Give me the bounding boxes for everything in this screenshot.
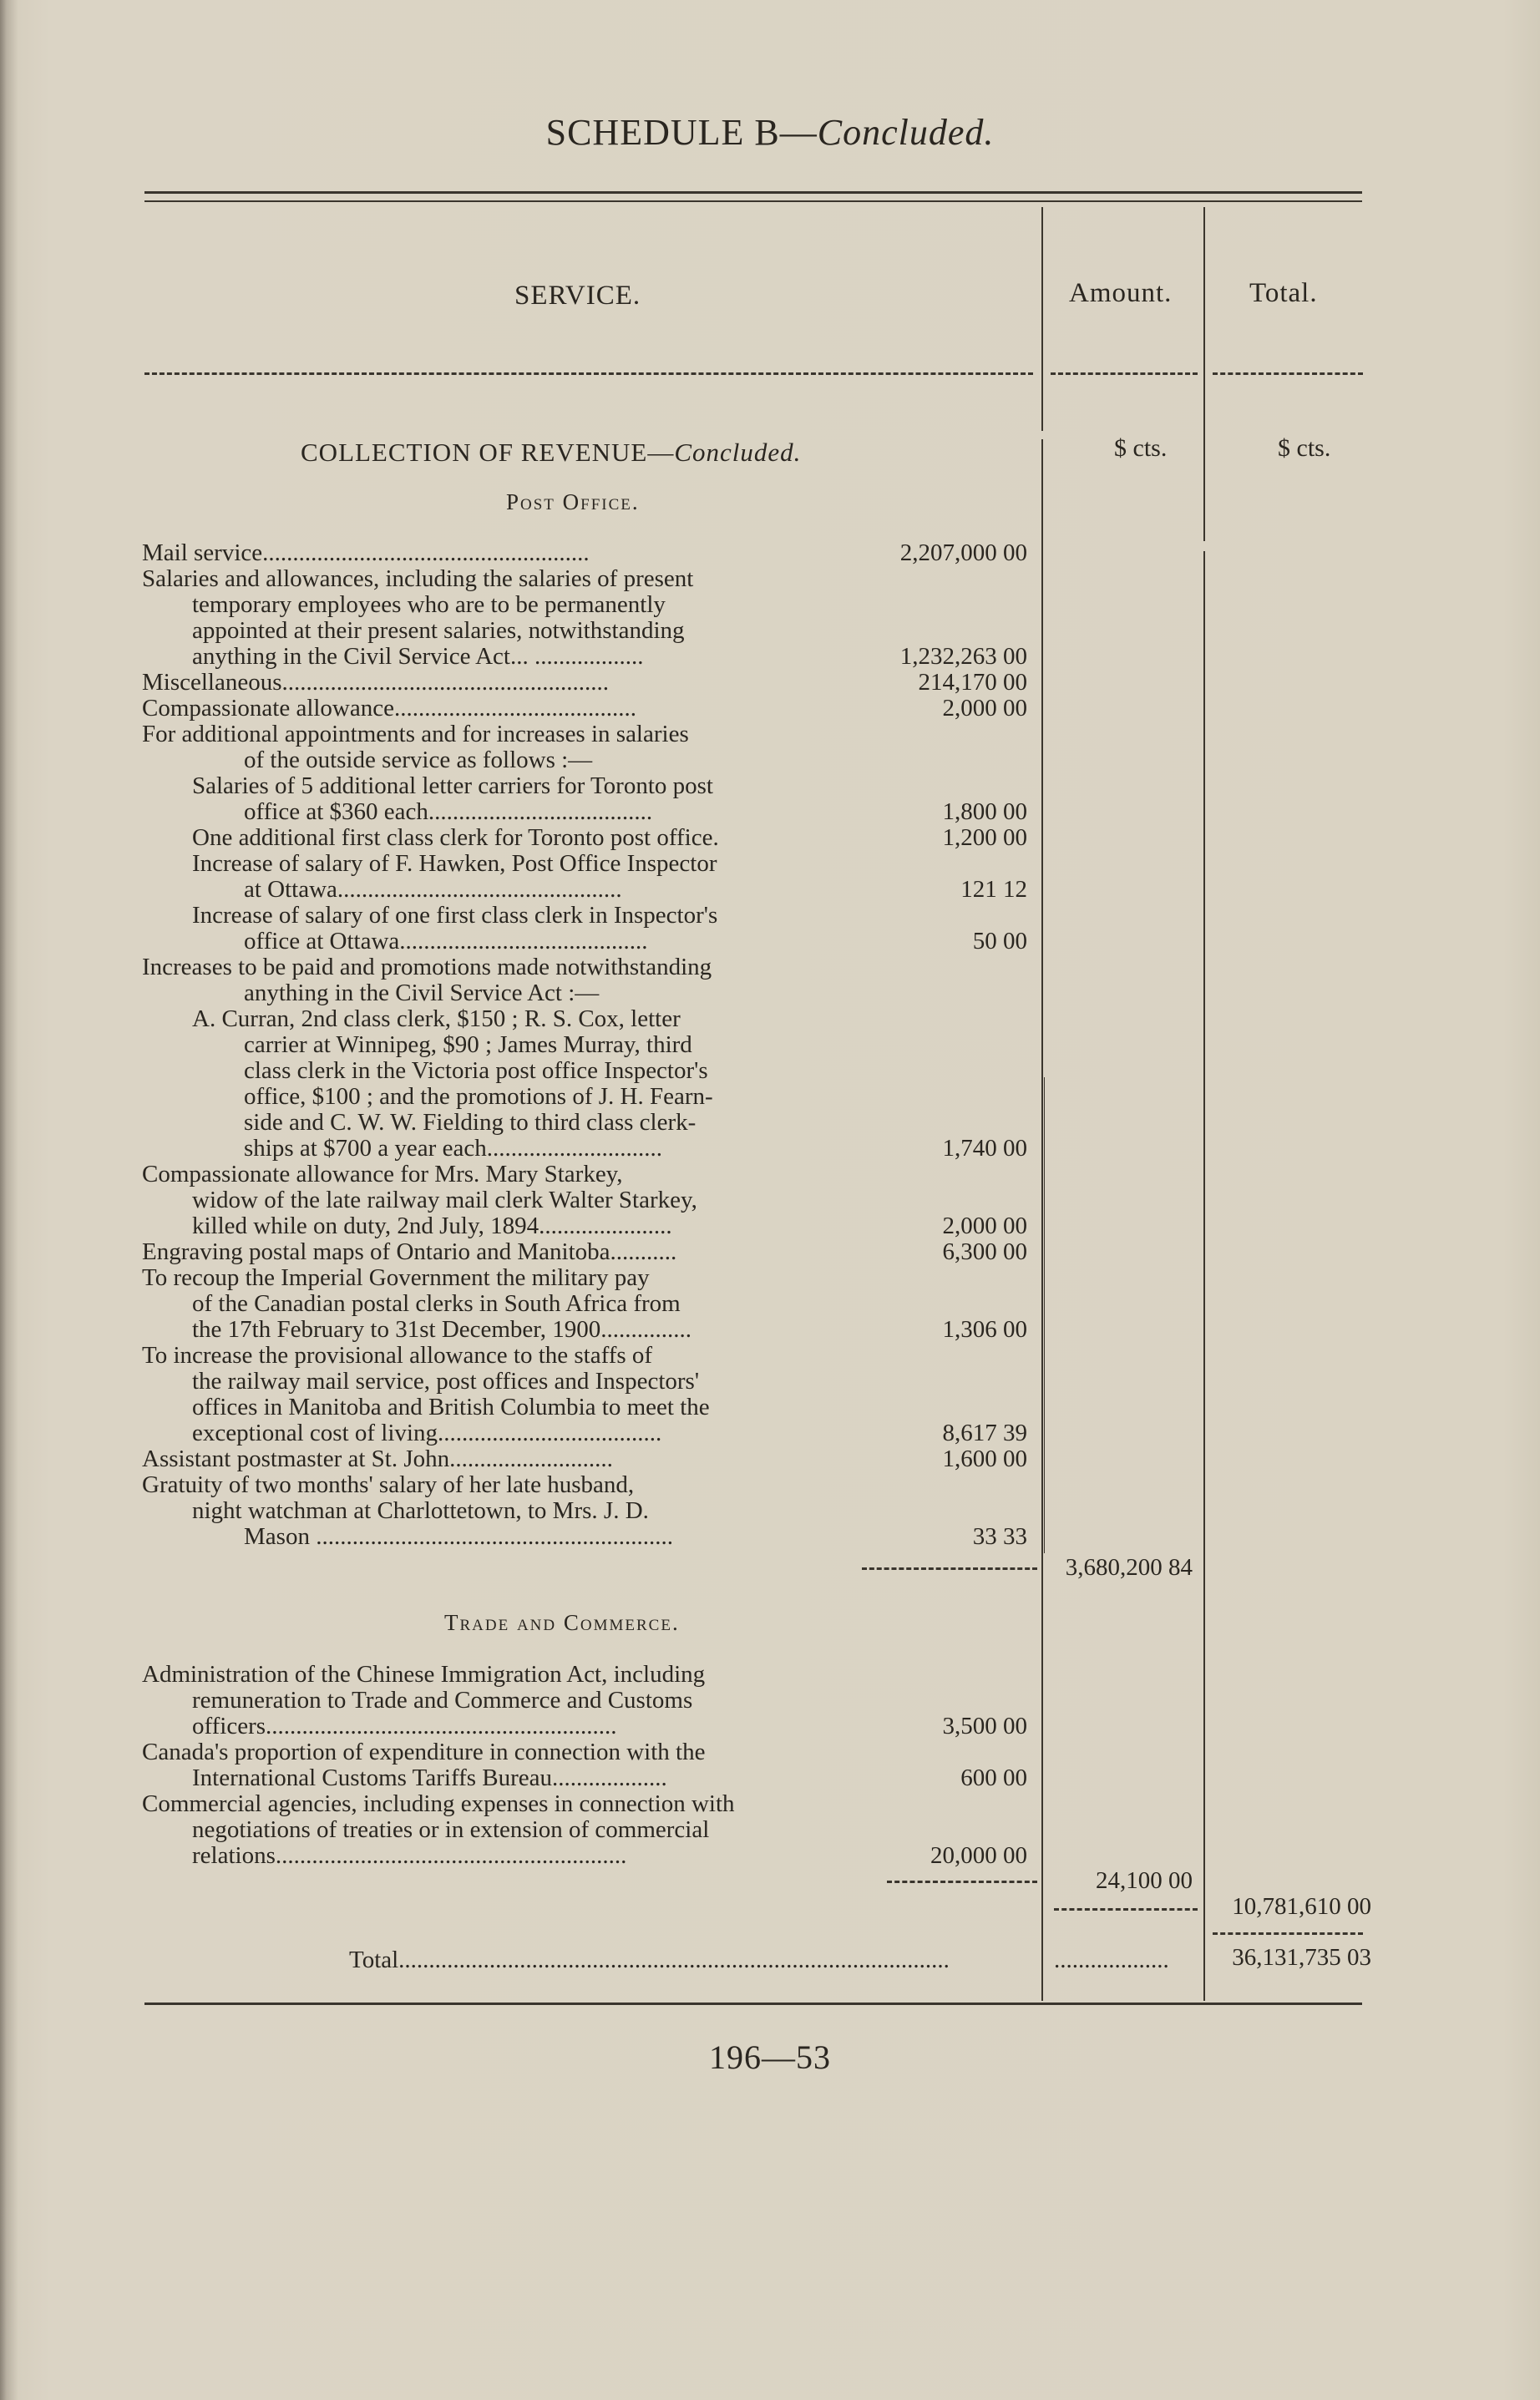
page-title: SCHEDULE B—Concluded. — [545, 112, 995, 153]
subtotal-rule — [862, 1567, 1037, 1570]
line-text: the 17th February to 31st December, 1900............... — [192, 1316, 692, 1343]
section-title: COLLECTION OF REVENUE—Concluded. — [301, 438, 802, 467]
amount-value: 121 12 — [960, 876, 1027, 903]
line-text: Administration of the Chinese Immigration Act, including — [142, 1661, 706, 1688]
line-text: Increase of salary of F. Hawken, Post Office Inspector — [192, 850, 717, 877]
amount-value: 1,200 00 — [942, 824, 1027, 851]
column-rule — [1041, 439, 1043, 2001]
amount-value: 3,500 00 — [942, 1713, 1027, 1739]
line-text: office at Ottawa......................................... — [244, 928, 648, 954]
line-text: temporary employees who are to be permanently — [192, 591, 666, 618]
line-text: carrier at Winnipeg, $90 ; James Murray, third — [244, 1031, 692, 1058]
unit-total: $ cts. — [1278, 434, 1331, 462]
subsection-heading-post-office: Post Office. — [506, 489, 640, 514]
line-text: Commercial agencies, including expenses in connection with — [142, 1790, 735, 1817]
line-text: One additional first class clerk for Toronto post office. — [192, 824, 719, 851]
subtotal-rule — [887, 1881, 1037, 1883]
line-text: Engraving postal maps of Ontario and Manitoba........... — [142, 1238, 677, 1265]
column-rule — [1041, 207, 1043, 431]
total-rule — [1213, 1932, 1363, 1935]
line-text: Increase of salary of one first class clerk in Inspector's — [192, 902, 718, 929]
line-text: office, $100 ; and the promotions of J. H. Fearn- — [244, 1083, 713, 1110]
amount-value: 600 00 — [960, 1765, 1027, 1791]
line-text: anything in the Civil Service Act :— — [244, 980, 600, 1006]
subsection-heading-trade-commerce: Trade and Commerce. — [444, 1610, 680, 1635]
top-rule — [144, 191, 1362, 194]
line-text: offices in Manitoba and British Columbia to meet the — [192, 1394, 710, 1420]
subtotal-rule — [1054, 1908, 1198, 1911]
amount-value: 1,740 00 — [942, 1135, 1027, 1162]
grand-total-value: 36,131,735 03 — [1232, 1944, 1371, 1971]
line-text: For additional appointments and for increases in salaries — [142, 721, 689, 747]
page-folio: 196—53 — [709, 2038, 831, 2076]
column-rule — [1203, 551, 1205, 2001]
line-text: Compassionate allowance for Mrs. Mary Starkey, — [142, 1161, 623, 1187]
line-text: remuneration to Trade and Commerce and Customs — [192, 1687, 693, 1714]
line-text: Assistant postmaster at St. John........................... — [142, 1446, 613, 1472]
amount-value: 50 00 — [972, 928, 1027, 954]
line-text: Mason ........................................................... — [244, 1523, 673, 1550]
line-text: appointed at their present salaries, notwithstanding — [192, 617, 685, 644]
line-text: Salaries and allowances, including the salaries of present — [142, 565, 694, 592]
line-text: relations.......................................................... — [192, 1842, 627, 1869]
line-text: Mail service...................................................... — [142, 539, 590, 566]
line-text: ships at $700 a year each............................. — [244, 1135, 662, 1162]
line-text: negotiations of treaties or in extension of commercial — [192, 1816, 710, 1843]
line-text: Gratuity of two months' salary of her late husband, — [142, 1471, 635, 1498]
header-rule — [1213, 372, 1363, 375]
amount-value: 1,232,263 00 — [899, 643, 1027, 670]
line-text: killed while on duty, 2nd July, 1894...................... — [192, 1213, 672, 1239]
top-rule-2 — [144, 200, 1362, 202]
total-amount-dots: ................... — [1054, 1947, 1169, 1973]
amount-value: 1,800 00 — [942, 798, 1027, 825]
amount-value: 6,300 00 — [942, 1238, 1027, 1265]
line-text: class clerk in the Victoria post office Inspector's — [244, 1057, 708, 1084]
line-text: side and C. W. W. Fielding to third class clerk- — [244, 1109, 697, 1136]
line-text: Miscellaneous...................................................... — [142, 669, 610, 696]
total-label: Total........................................................................................... — [349, 1947, 950, 1973]
subtotal-value: 24,100 00 — [1096, 1867, 1193, 1894]
line-text: Canada's proportion of expenditure in connection with the — [142, 1739, 706, 1765]
line-text: To increase the provisional allowance to the staffs of — [142, 1342, 653, 1369]
amount-value: 1,600 00 — [942, 1446, 1027, 1472]
subtotal-value: 3,680,200 84 — [1065, 1554, 1193, 1581]
amount-value: 20,000 00 — [930, 1842, 1027, 1869]
column-rule — [1044, 1077, 1045, 1553]
line-text: widow of the late railway mail clerk Walter Starkey, — [192, 1187, 697, 1213]
amount-value: 214,170 00 — [918, 669, 1027, 696]
amount-value: 2,000 00 — [942, 695, 1027, 722]
amount-value: 2,000 00 — [942, 1213, 1027, 1239]
line-text: Increases to be paid and promotions made notwithstanding — [142, 954, 712, 980]
line-text: night watchman at Charlottetown, to Mrs. J. D. — [192, 1497, 649, 1524]
header-rule — [1051, 372, 1198, 375]
line-text: A. Curran, 2nd class clerk, $150 ; R. S. Cox, letter — [192, 1005, 681, 1032]
line-text: office at $360 each..................................... — [244, 798, 653, 825]
line-text: To recoup the Imperial Government the military pay — [142, 1264, 650, 1291]
line-text: the railway mail service, post offices and Inspectors' — [192, 1368, 700, 1395]
line-text: exceptional cost of living..................................... — [192, 1420, 662, 1446]
amount-value: 1,306 00 — [942, 1316, 1027, 1343]
header-rule — [144, 372, 1033, 375]
column-header-service: SERVICE. — [514, 281, 641, 311]
line-text: of the Canadian postal clerks in South Africa from — [192, 1290, 681, 1317]
line-text: Compassionate allowance........................................ — [142, 695, 636, 722]
amount-value: 8,617 39 — [942, 1420, 1027, 1446]
line-text: of the outside service as follows :— — [244, 747, 593, 773]
line-text: anything in the Civil Service Act... .................. — [192, 643, 644, 670]
section-total-value: 10,781,610 00 — [1232, 1893, 1371, 1920]
line-text: at Ottawa............................................... — [244, 876, 622, 903]
amount-value: 33 33 — [972, 1523, 1027, 1550]
line-text: International Customs Tariffs Bureau................... — [192, 1765, 667, 1791]
column-rule — [1203, 207, 1205, 541]
column-header-total: Total. — [1249, 278, 1318, 308]
line-text: officers.......................................................... — [192, 1713, 617, 1739]
unit-amount: $ cts. — [1114, 434, 1168, 462]
amount-value: 2,207,000 00 — [899, 539, 1027, 566]
column-header-amount: Amount. — [1069, 278, 1173, 308]
line-text: Salaries of 5 additional letter carriers for Toronto post — [192, 772, 713, 799]
bottom-rule — [144, 2003, 1362, 2005]
